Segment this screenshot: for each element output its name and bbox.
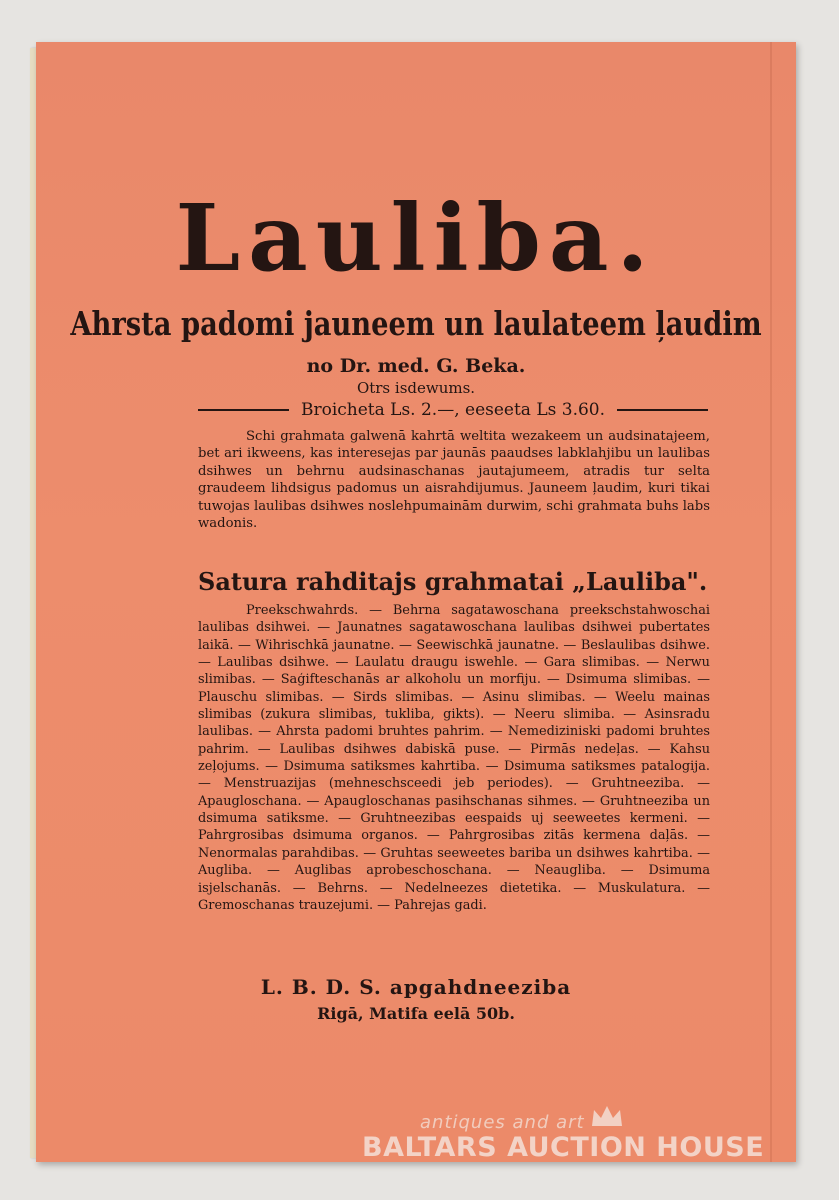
contents-heading: Satura rahditajs grahmatai „Lauliba". [198, 567, 708, 596]
price-rule-left [198, 409, 289, 411]
description-paragraph: Schi grahmata galwenā kahrtā weltita wezakeem un audsinatajeem, bet ari ikweens, kas interesejas par jaunās paaudses labklahjibu un laulibas dsihwes un behrnu audsinaschanas jautajumeem, atradis tur selta graudeem lihdsigus padomus un aisrahdijumus. Jauneem ļaudim, kuri tikai tuwojas laulibas dsihwes noslehpumainām durwim, schi grahmata buhs labs wadonis. [198, 429, 710, 532]
watermark-top-text: antiques and art [420, 1112, 585, 1133]
publisher-address: Rigā, Matifa eelā 50b. [317, 1004, 515, 1023]
price-rule-right [617, 409, 708, 411]
publisher-name: L. B. D. S. apgahdneeziba [260, 975, 572, 999]
edition-line: Otrs isdewums. [356, 379, 476, 397]
price-line [198, 400, 708, 420]
contents-list: Preekschwahrds. — Behrna sagatawoschana preekschstahwoschai laulibas dsihwei. — Jaunatnes sagatawoschana laulibas dsihwei pubertates laikā. — Wihrischkā jaunatne. — Seewischkā jaunatne. — Beslaulibas dsihwe. — Laulibas dsihwe. — Laulatu draugu iswehle. — Gara slimibas. — Nerwu slimibas. — Saģifteschanās ar alkoholu un morfiju. — Dsimuma slimibas. — Plauschu slimibas. — Sirds slimibas. — Asinu slimibas. — Weelu mainas slimibas (zukura slimibas, tukliba, gikts). — Neeru slimiba. — Asinsradu laulibas. — Ahrsta padomi bruhtes pahrim. — Nemediziniski padomi bruhtes pahrim. — Laulibas dsihwes dabiskā puse. — Pirmās nedeļas. — Kahsu zeļojums. — Dsimuma satiksmes kahrtiba. — Dsimuma satiksmes patalogija. — Menstruazijas (mehneschsceedi jeb periodes). — Gruhtneeziba. — Apaugloschana. — Apaugloschanas pasihschanas sihmes. — Gruhtneeziba un dsimuma satiksme. — Gruhtneezibas eespaids uj seeweetes kermeni. — Pahrgrosibas dsimuma organos. — Pahrgrosibas zitās kermena daļās. — Nenormalas parahdibas. — Gruhtas seeweetes bariba un dsihwes kahrtiba. — Augliba. — Auglibas aprobeschoschana. — Neaugliba. — Dsimuma isjelschanās. — Behrns. — Nedelneezes dietetika. — Muskulatura. — Gremoschanas trauzejumi. — Pahrejas gadi. [198, 603, 710, 913]
book-title: Lauliba. [175, 184, 657, 292]
book-subtitle: Ahrsta padomi jauneem un laulateem ļaudim [70, 304, 762, 343]
watermark-bottom-text: BALTARS AUCTION HOUSE [362, 1132, 765, 1163]
price-text: Broicheta Ls. 2.—, eeseeta Ls 3.60. [300, 400, 606, 420]
book-cover [36, 42, 796, 1162]
author-line: no Dr. med. G. Beka. [306, 355, 526, 377]
